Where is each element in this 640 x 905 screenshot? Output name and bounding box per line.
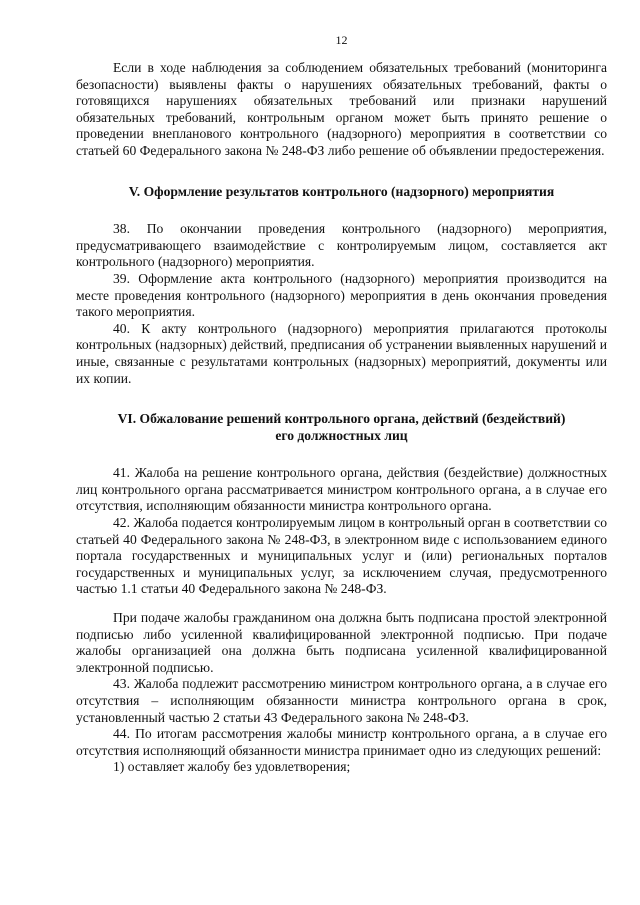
section-6-body	[76, 465, 607, 776]
paragraph-43: 43. Жалоба подлежит рассмотрению министром контрольного органа, а в случае его отсутствия – исполняющим обязанности министра контрольного органа в срок, установленный частью 2 статьи 43 Федерального закона № 248-ФЗ.	[76, 676, 607, 725]
section-6-heading-line-2: его должностных лиц	[275, 427, 408, 443]
section-6-heading	[76, 411, 607, 444]
page-number: 12	[335, 33, 348, 47]
section-6-heading-line-1: VI. Обжалование решений контрольного органа, действий (бездействий)	[117, 411, 566, 427]
paragraph-42: 42. Жалоба подается контролируемым лицом в контрольный орган в соответствии со статьей 40 Федерального закона № 248-ФЗ, в электронном виде с использованием единого портала государственных и муниципальных услуг и (или) региональных порталов государственных и муниципальных услуг, за исключением случая, предусмотренного частью 1.1 статьи 40 Федерального закона № 248-ФЗ.	[76, 515, 607, 597]
paragraph-observation: Если в ходе наблюдения за соблюдением обязательных требований (мониторинга безопасности) выявлены факты о нарушениях обязательных требований, факты о готовящихся нарушениях обязательных требований или признаки нарушений обязательных требований, контрольным органом может быть принято решение о проведении внепланового контрольного (надзорного) мероприятия в соответствии со статьей 60 Федерального закона № 248-ФЗ либо решение об объявлении предостережения.	[76, 60, 607, 158]
paragraph-40: 40. К акту контрольного (надзорного) мероприятия прилагаются протоколы контрольных (надзорных) действий, предписания об устранении выявленных нарушений и иные, связанные с результатами контрольных (надзорных) мероприятий, документы или их копии.	[76, 320, 607, 386]
paragraph-signature: При подаче жалобы гражданином она должна быть подписана простой электронной подписью либо усиленной квалифицированной электронной подписью. При подаче жалобы организацией она должна быть подписана усиленной квалифицированной электронной подписью.	[76, 610, 607, 675]
section-5-heading: V. Оформление результатов контрольного (надзорного) мероприятия	[128, 183, 555, 199]
paragraph-44: 44. По итогам рассмотрения жалобы министр контрольного органа, а в случае его отсутствия исполняющий обязанности министра принимает одно из следующих решений:	[76, 726, 607, 758]
paragraph-38: 38. По окончании проведения контрольного (надзорного) мероприятия, предусматривающего взаимодействие с контролируемым лицом, составляется акт контрольного (надзорного) мероприятия.	[76, 221, 607, 270]
section-5-body	[76, 221, 607, 387]
list-item-1: 1) оставляет жалобу без удовлетворения;	[113, 759, 351, 775]
document-page	[76, 32, 607, 776]
paragraph-41: 41. Жалоба на решение контрольного органа, действия (бездействие) должностных лиц контрольного органа рассматривается министром контрольного органа, а в случае его отсутствия, исполняющим обязанности министра контрольного органа.	[76, 465, 607, 514]
paragraph-39: 39. Оформление акта контрольного (надзорного) мероприятия производится на месте проведения контрольного (надзорного) мероприятия в день окончания проведения такого мероприятия.	[76, 270, 607, 320]
